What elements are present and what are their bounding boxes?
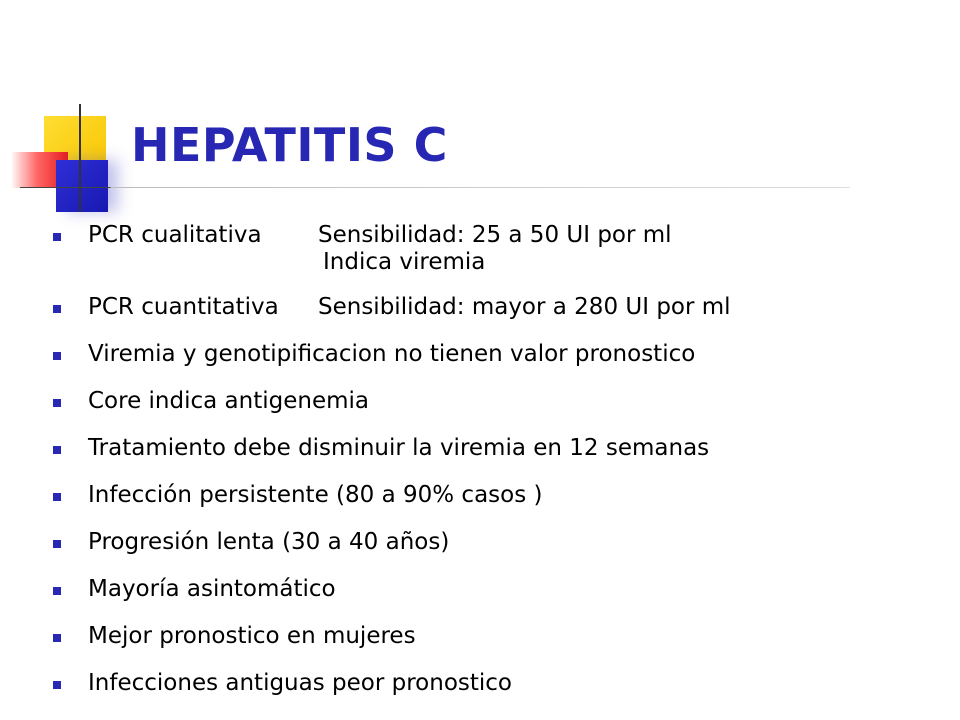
item-detail: Sensibilidad: mayor a 280 UI por ml [318, 294, 731, 320]
item-detail: Sensibilidad: 25 a 50 UI por ml [318, 222, 672, 248]
square-bullet-icon [53, 233, 61, 241]
bullet-item-pcr-cuantitativa [50, 290, 930, 324]
item-text: Mayoría asintomático [88, 576, 336, 602]
bullet-item-pcr-cualitativa [50, 218, 930, 280]
bullet-item [50, 572, 930, 606]
bullet-item [50, 337, 930, 371]
square-bullet-icon [53, 399, 61, 407]
vertical-rule [79, 104, 81, 212]
bullet-item [50, 619, 930, 653]
square-bullet-icon [53, 587, 61, 595]
square-bullet-icon [53, 352, 61, 360]
bullet-item [50, 666, 930, 700]
bullet-item [50, 478, 930, 512]
square-bullet-icon [53, 681, 61, 689]
bullet-item [50, 384, 930, 418]
square-bullet-icon [53, 634, 61, 642]
square-bullet-icon [53, 305, 61, 313]
square-bullet-icon [53, 493, 61, 501]
bullet-item [50, 431, 930, 465]
item-text: Mejor pronostico en mujeres [88, 623, 416, 649]
item-label: PCR cuantitativa [88, 294, 279, 320]
item-text: Progresión lenta (30 a 40 años) [88, 529, 450, 555]
item-text: Tratamiento debe disminuir la viremia en 12 semanas [88, 435, 710, 461]
blue-square-decoration [56, 160, 108, 212]
square-bullet-icon [53, 446, 61, 454]
bullet-item [50, 525, 930, 559]
title-underline-rule [20, 187, 850, 188]
item-label: PCR cualitativa [88, 222, 262, 248]
bullet-list [50, 218, 930, 713]
item-detail-line2: Indica viremia [323, 249, 486, 275]
square-bullet-icon [53, 540, 61, 548]
item-text: Infecciones antiguas peor pronostico [88, 670, 512, 696]
slide-title: HEPATITIS C [131, 118, 448, 172]
item-text: Viremia y genotipificacion no tienen valor pronostico [88, 341, 696, 367]
item-text: Infección persistente (80 a 90% casos ) [88, 482, 543, 508]
item-text: Core indica antigenemia [88, 388, 369, 414]
